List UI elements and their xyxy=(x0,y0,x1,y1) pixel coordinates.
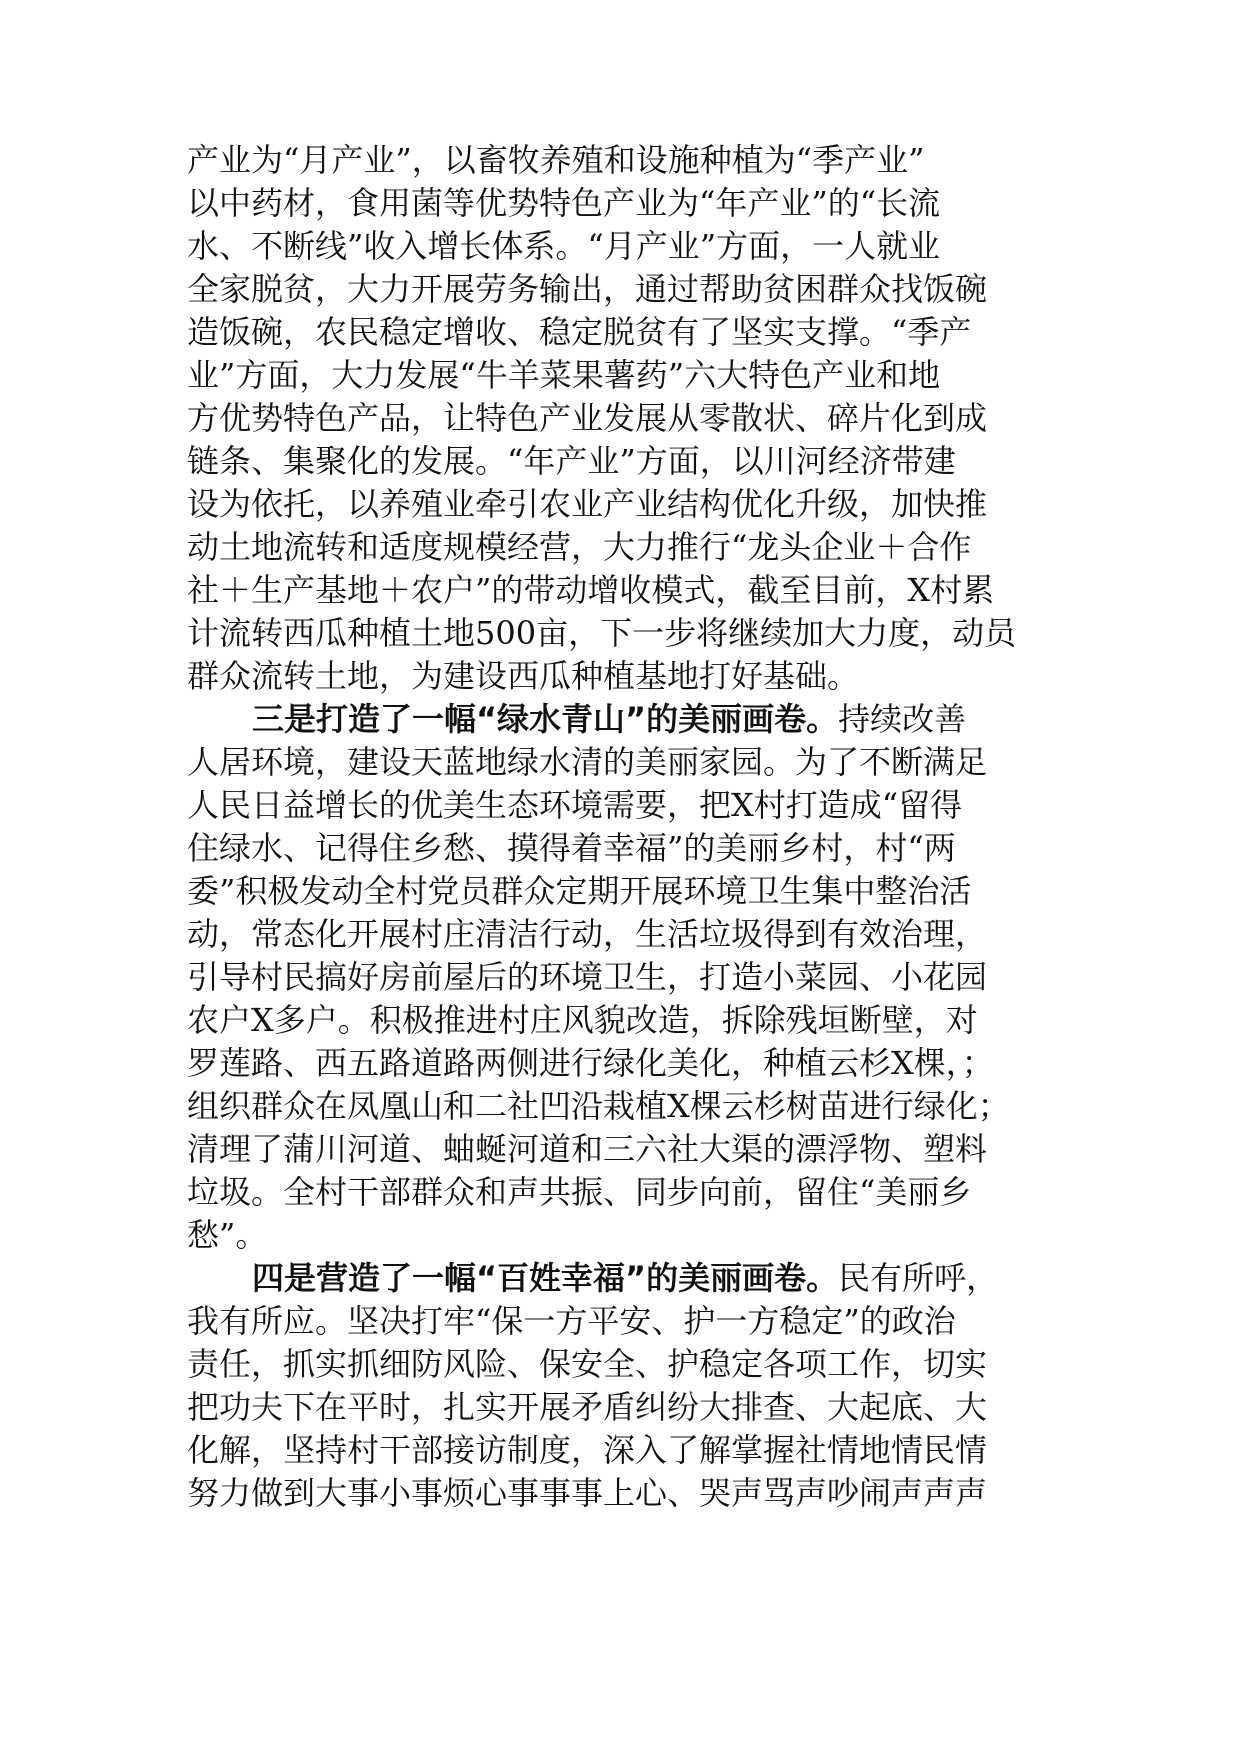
text-line: 把功夫下在平时，扎实开展矛盾纠纷大排查、大起底、大 xyxy=(187,1388,988,1426)
text-line: 造饭碗，农民稳定增收、稳定脱贫有了坚实支撑。“季产 xyxy=(187,313,972,351)
text-line: 农户X多户。积极推进村庄风貌改造，拆除残垣断壁，对 xyxy=(187,1001,978,1039)
text-span: 民有所呼， xyxy=(838,1259,999,1297)
text-line: 努力做到大事小事烦心事事事上心、哭声骂声吵闹声声声 xyxy=(187,1474,988,1512)
text-line: 委”积极发动全村党员群众定期开展环境卫生集中整治活 xyxy=(187,872,972,910)
text-line: 化解，坚持村干部接访制度，深入了解掌握社情地情民情 xyxy=(187,1431,988,1469)
text-line: 水、不断线”收入增长体系。“月产业”方面，一人就业 xyxy=(187,227,941,265)
text-line: 住绿水、记得住乡愁、摸得着幸福”的美丽乡村，村“两 xyxy=(187,829,956,867)
text-line: 业”方面，大力发展“牛羊菜果薯药”六大特色产业和地 xyxy=(187,356,941,394)
text-line: 以中药材，食用菌等优势特色产业为“年产业”的“长流 xyxy=(187,184,941,222)
section-heading-line xyxy=(252,696,966,742)
section-heading-4: 四是营造了一幅“百姓幸福”的美丽画卷。 xyxy=(252,1259,839,1297)
section-heading-line xyxy=(252,1255,998,1301)
text-line: 人居环境，建设天蓝地绿水清的美丽家园。为了不断满足 xyxy=(187,743,988,781)
text-line: 我有所应。坚决打牢“保一方平安、护一方稳定”的政治 xyxy=(187,1302,956,1340)
text-line: 动，常态化开展村庄清洁行动，生活垃圾得到有效治理， xyxy=(187,915,988,953)
text-line: 清理了蒲川河道、蚰蜒河道和三六社大渠的漂浮物、塑料 xyxy=(187,1130,988,1168)
text-line: 方优势特色产品，让特色产业发展从零散状、碎片化到成 xyxy=(187,399,988,437)
text-line: 组织群众在凤凰山和二社凹沿栽植X棵云杉树苗进行绿化； xyxy=(187,1087,1010,1125)
text-line: 设为依托，以养殖业牵引农业产业结构优化升级，加快推 xyxy=(187,485,988,523)
text-line: 社＋生产基地＋农户”的带动增收模式，截至目前，X村累 xyxy=(187,571,995,609)
text-line: 计流转西瓜种植土地500亩，下一步将继续加大力度，动员 xyxy=(187,614,1017,652)
text-span: 持续改善 xyxy=(838,700,967,738)
section-heading-3: 三是打造了一幅“绿水青山”的美丽画卷。 xyxy=(252,700,839,738)
text-line: 愁”。 xyxy=(187,1216,268,1254)
text-line: 全家脱贫，大力开展劳务输出，通过帮助贫困群众找饭碗 xyxy=(187,270,988,308)
text-line: 链条、集聚化的发展。“年产业”方面，以川河经济带建 xyxy=(187,442,956,480)
text-line: 引导村民搞好房前屋后的环境卫生，打造小菜园、小花园 xyxy=(187,958,988,996)
text-line: 群众流转土地，为建设西瓜种植基地打好基础。 xyxy=(187,657,860,695)
text-line: 垃圾。全村干部群众和声共振、同步向前，留住“美丽乡 xyxy=(187,1173,972,1211)
text-line: 人民日益增长的优美生态环境需要，把X村打造成“留得 xyxy=(187,786,963,824)
text-line: 罗莲路、西五路道路两侧进行绿化美化，种植云杉X棵，； xyxy=(187,1044,994,1082)
text-line: 责任，抓实抓细防风险、保安全、护稳定各项工作，切实 xyxy=(187,1345,988,1383)
text-line: 动土地流转和适度规模经营，大力推行“龙头企业＋合作 xyxy=(187,528,972,566)
text-line: 产业为“月产业”，以畜牧养殖和设施种植为“季产业” xyxy=(187,141,925,179)
